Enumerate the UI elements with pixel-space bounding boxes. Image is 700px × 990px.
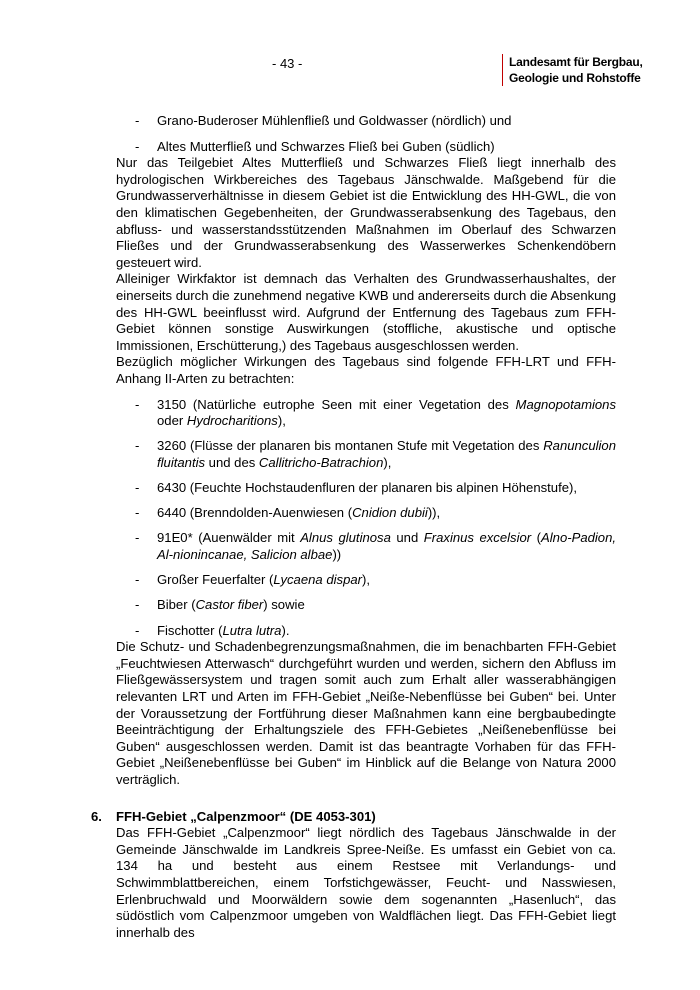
list-item: - 6440 (Brenndolden-Auenwiesen (Cnidion dubii)),	[135, 505, 441, 521]
list-item: - Biber (Castor fiber) sowie	[135, 597, 305, 613]
section-heading	[91, 808, 616, 826]
list-item: - Fischotter (Lutra lutra).	[135, 622, 290, 638]
list-item: - Altes Mutterfließ und Schwarzes Fließ bei Guben (südlich)	[135, 138, 495, 154]
paragraph: Das FFH-Gebiet „Calpenzmoor“ liegt nördlich des Tagebaus Jänschwalde in der Gemeinde Jänschwalde im Landkreis Spree-Neiße. Es umfasst ein Gebiet von ca. 134 ha und besteht aus einem Restsee mit Verlandungs- und Schwimmblattbereichen, einem Torfstichgewässer, Feucht- und Nasswiesen, Erlenbruchwald und Moorwäldern sowie dem sogenannten „Hasenluch“, das südöstlich vom Calpenzmoor umgeben von Waldflächen liegt. Das FFH-Gebiet liegt innerhalb des	[116, 825, 616, 940]
section-number: 6.	[91, 808, 102, 824]
list-item: - 3260 (Flüsse der planaren bis montanen Stufe mit Vegetation des Ranunculion fluitantis und des Callitricho-Batrachion),	[135, 438, 616, 470]
habitat-species-list	[116, 397, 616, 640]
list-item: - 91E0* (Auenwälder mit Alnus glutinosa und Fraxinus excelsior (Alno-Padion, Al-nionincanae, Salicion albae))	[135, 530, 616, 563]
section-title: FFH-Gebiet „Calpenzmoor“ (DE 4053-301)	[116, 808, 376, 824]
org-name-line2: Geologie und Rohstoffe	[509, 71, 641, 85]
list-item: - Grano-Buderoser Mühlenfließ und Goldwasser (nördlich) und	[135, 113, 512, 128]
list-item: - Großer Feuerfalter (Lycaena dispar),	[135, 572, 370, 588]
paragraph: Bezüglich möglicher Wirkungen des Tagebaus sind folgende FFH-LRT und FFH-Anhang II-Arten zu betrachten:	[116, 354, 616, 386]
document-body	[91, 113, 616, 941]
paragraph: Alleiniger Wirkfaktor ist demnach das Verhalten des Grundwasserhaushaltes, der einerseits durch die zunehmend negative KWB und andererseits durch die Absenkung des HH-GWL beeinflusst wird. Aufgrund der Entfernung des Tagebaus zum FFH-Gebiet können sonstige Auswirkungen (stoffliche, akustische und optische Immissionen, Erschütterung,) des Tagebaus ausgeschlossen werden.	[116, 271, 616, 353]
subarea-list	[116, 113, 616, 155]
list-item: - 3150 (Natürliche eutrophe Seen mit einer Vegetation des Magnopotamions oder Hydrocharitions),	[135, 396, 616, 429]
org-name-line1: Landesamt für Bergbau,	[509, 55, 643, 69]
list-item: - 6430 (Feuchte Hochstaudenfluren der planaren bis alpinen Höhenstufe),	[135, 480, 578, 496]
paragraph: Die Schutz- und Schadenbegrenzungsmaßnahmen, die im benachbarten FFH-Gebiet „Feuchtwiesen Atterwasch“ durchgeführt wurden und werden, sichern den Abfluss im Fließgewässersystem und tragen somit auch zum Erhalt aller wasserabhängigen relevanten LRT und Arten im FFH-Gebiet „Neiße-Nebenflüsse bei Guben“ bei. Unter der Voraussetzung der Fortführung dieser Maßnahmen kann eine bergbaubedingte Beeinträchtigung der Erhaltungsziele des FFH-Gebietes „Neißenebenflüsse bei Guben“ ausgeschlossen werden. Damit ist das beantragte Vorhaben für das FFH-Gebiet „Neißenebenflüsse bei Guben“ im Hinblick auf die Belange von Natura 2000 verträglich.	[116, 639, 616, 787]
page-number: - 43 -	[272, 56, 303, 71]
organization-header	[502, 54, 659, 86]
paragraph: Nur das Teilgebiet Altes Mutterfließ und Schwarzes Fließ liegt innerhalb des hydrologischen Wirkbereiches des Tagebaus Jänschwalde. Maßgebend für die Grundwasserverhältnisse in diesem Gebiet ist die Entwicklung des HH-GWL, die von den klimatischen Gegebenheiten, der Grundwasserabsenkung des Tagebaus, den abfluss- und wasserstandsstützenden Maßnahmen im Oberlauf des Schwarzen Fließes und der Grundwasserabsenkung des Wasserwerkes Schenkendöbern gesteuert wird.	[116, 155, 616, 270]
